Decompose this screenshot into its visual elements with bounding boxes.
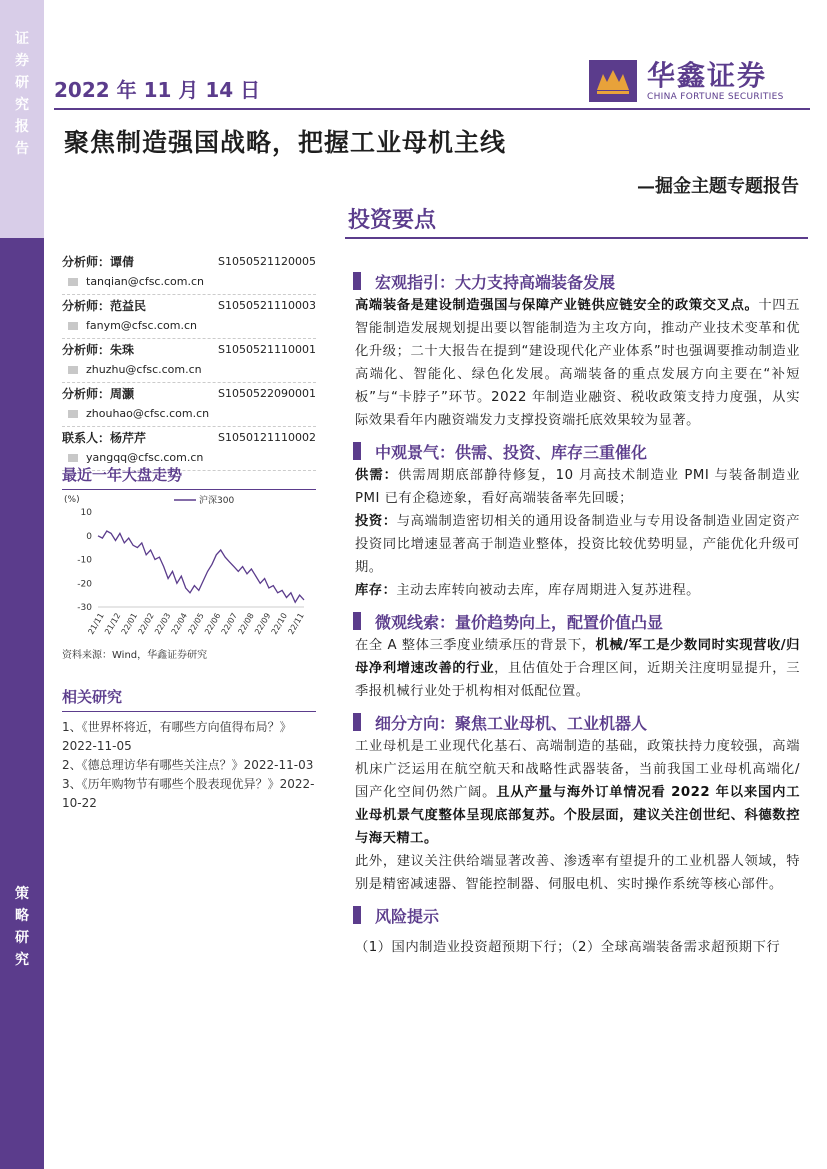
analyst-license-id: S1050121110002 <box>218 431 316 444</box>
analyst-list <box>62 252 316 472</box>
x-tick-label: 21/12 <box>103 611 123 636</box>
section-marker-icon <box>353 272 361 290</box>
analyst-card <box>62 296 316 339</box>
x-tick-label: 22/04 <box>169 611 190 636</box>
section-paragraph: 工业母机是工业现代化基石、高端制造的基础，政策扶持力度较强，高端机床广泛运用在航空航天和战略性武器装备，当前我国工业母机高端化/国产化空间仍然广阔。且从产量与海外订单情况看 2022 年以来国内工业母机景气度整体呈现底部复苏。个股层面，建议关注创世纪、科德数控与海天精工。 <box>355 739 800 846</box>
analyst-license-id: S1050522090001 <box>218 387 316 400</box>
analyst-name: 分析师：范益民 <box>62 299 147 313</box>
section-paragraph: 库存：主动去库转向被动去库，库存周期进入复苏进程。 <box>355 583 700 598</box>
x-tick-label: 22/09 <box>253 611 273 636</box>
section-paragraph: 在全 A 整体三季度业绩承压的背景下，机械/军工是少数同时实现营收/归母净利增速改善的行业，且估值处于合理区间，近期关注度明显提升，三季报机械行业处于机构相对低配位置。 <box>355 638 801 699</box>
brand-name-en: CHINA FORTUNE SECURITIES <box>647 92 784 102</box>
section-heading-text: 中观景气：供需、投资、库存三重催化 <box>375 442 648 462</box>
y-tick-label: 10 <box>80 508 92 518</box>
related-item[interactable]: 2、《德总理访华有哪些关注点？》2022-11-03 <box>62 758 314 772</box>
analyst-name: 分析师：周灏 <box>62 387 135 401</box>
section-paragraph: （1）国内制造业投资超预期下行；（2）全球高端装备需求超预期下行 <box>355 940 781 955</box>
analyst-email[interactable]: yangqq@cfsc.com.cn <box>62 448 316 468</box>
analyst-license-id: S1050521120005 <box>218 255 316 268</box>
x-tick-label: 22/08 <box>236 611 256 636</box>
section-paragraph: 此外，建议关注供给端显著改善、渗透率有望提升的工业机器人领域，特别是精密减速器、智能控制器、伺服电机、实时操作系统等核心部件。 <box>355 854 800 892</box>
sidebar-label-strategy: 策 略 研 究 <box>15 886 29 968</box>
x-tick-label: 22/10 <box>269 611 290 636</box>
section-paragraph: 高端装备是建设制造强国与保障产业链供应链安全的政策交叉点。十四五智能制造发展规划提出要以智能制造为主攻方向，推动产业技术变革和优化升级；二十大报告在提到“建设现代化产业体系”时也强调要推动制造业高端化、智能化、绿色化发展。高端装备的重点发展方向主要在“补短板”与“卡脖子”环节。2022 年制造业融资、税收政策支持力度强，从实际效果看年内融资端发力支撑投资端托底效果较为显著。 <box>355 298 801 428</box>
brand-name: 华鑫证券 <box>647 59 768 92</box>
section-marker-icon <box>353 713 361 731</box>
emphasis-text: 机械/军工是少数同时实现营收/归母净利增速改善的行业 <box>355 638 800 676</box>
section-heading-text: 宏观指引：大力支持高端装备发展 <box>375 272 616 292</box>
analyst-license-id: S1050521110003 <box>218 299 316 312</box>
emphasis-text: 高端装备是建设制造强国与保障产业链供应链安全的政策交叉点。 <box>355 298 759 313</box>
legend-label: 沪深300 <box>199 496 235 506</box>
section-marker-icon <box>353 612 361 630</box>
analyst-card <box>62 384 316 427</box>
emphasis-text: 且从产量与海外订单情况看 2022 年以来国内工业母机景气度整体呈现底部复苏。个股层面，建议关注创世纪、科德数控与海天精工。 <box>355 785 800 846</box>
section-paragraph: 投资：与高端制造密切相关的通用设备制造业与专用设备制造业固定资产投资同比增速显著高于制造业整体，投资比较优势明显，产能优化升级可期。 <box>355 514 801 575</box>
report-subtitle: —掘金主题专题报告 <box>637 176 799 197</box>
x-tick-label: 22/11 <box>286 611 306 636</box>
x-tick-label: 22/02 <box>136 611 156 636</box>
analyst-email[interactable]: tanqian@cfsc.com.cn <box>62 272 316 292</box>
section-heading <box>353 438 800 464</box>
y-tick-label: -10 <box>77 555 92 566</box>
analyst-email[interactable]: fanym@cfsc.com.cn <box>62 316 316 336</box>
market-chart <box>62 490 316 640</box>
keypoints-heading: 投资要点 <box>348 207 437 233</box>
y-tick-label: -20 <box>77 579 92 590</box>
section-heading-text: 微观线索：量价趋势向上，配置价值凸显 <box>375 612 664 632</box>
analyst-license-id: S1050521110001 <box>218 343 316 356</box>
section-heading-text: 风险提示 <box>375 906 440 926</box>
series-line-hs300 <box>98 531 304 602</box>
report-title: 聚焦制造强国战略，把握工业母机主线 <box>64 128 507 157</box>
analyst-name: 分析师：谭倩 <box>62 255 135 269</box>
analyst-email[interactable]: zhouhao@cfsc.com.cn <box>62 404 316 424</box>
section-heading <box>353 902 800 928</box>
section-heading-text: 细分方向：聚焦工业母机、工业机器人 <box>375 713 648 733</box>
y-tick-label: 0 <box>86 531 92 542</box>
sidebar-bottom <box>0 238 44 1169</box>
related-item[interactable]: 1、《世界杯将近，有哪些方向值得布局？》2022-11-05 <box>62 720 292 753</box>
analyst-name: 联系人：杨芹芹 <box>62 431 147 445</box>
section-marker-icon <box>353 442 361 460</box>
x-tick-label: 22/03 <box>153 611 173 636</box>
analyst-card <box>62 340 316 383</box>
related-heading: 相关研究 <box>62 686 316 712</box>
keypoints-divider <box>345 237 808 239</box>
analyst-email[interactable]: zhuzhu@cfsc.com.cn <box>62 360 316 380</box>
x-tick-label: 22/01 <box>119 611 140 636</box>
related-research <box>62 686 316 813</box>
emphasis-text: 供需： <box>355 468 398 483</box>
header-divider <box>54 108 810 110</box>
section-heading <box>353 268 800 294</box>
related-item[interactable]: 3、《历年购物节有哪些个股表现优异？》2022-10-22 <box>62 777 315 810</box>
x-tick-label: 22/06 <box>203 611 223 636</box>
sidebar-label-report: 证 券 研 究 报 告 <box>15 31 29 157</box>
emphasis-text: 库存： <box>355 583 397 598</box>
x-tick-label: 22/05 <box>186 611 206 636</box>
x-tick-label: 22/07 <box>219 611 240 636</box>
report-date: 2022 年 11 月 14 日 <box>54 78 261 102</box>
market-chart-heading: 最近一年大盘走势 <box>62 464 316 490</box>
market-chart-panel <box>62 464 316 661</box>
section-paragraph: 供需：供需周期底部静待修复，10 月高技术制造业 PMI 与装备制造业 PMI 已有企稳迹象，看好高端装备率先回暖； <box>355 468 801 506</box>
brand-logo-icon <box>589 60 637 102</box>
section-marker-icon <box>353 906 361 924</box>
x-tick-label: 21/11 <box>86 611 106 636</box>
y-axis-label: (%) <box>64 495 80 505</box>
key-points-body <box>355 268 800 965</box>
y-tick-label: -30 <box>77 603 92 613</box>
section-heading <box>353 608 800 634</box>
analyst-card <box>62 252 316 295</box>
emphasis-text: 投资： <box>355 514 397 529</box>
analyst-name: 分析师：朱珠 <box>62 343 135 357</box>
section-heading <box>353 709 800 735</box>
chart-source: 资料来源：Wind，华鑫证券研究 <box>62 650 208 661</box>
